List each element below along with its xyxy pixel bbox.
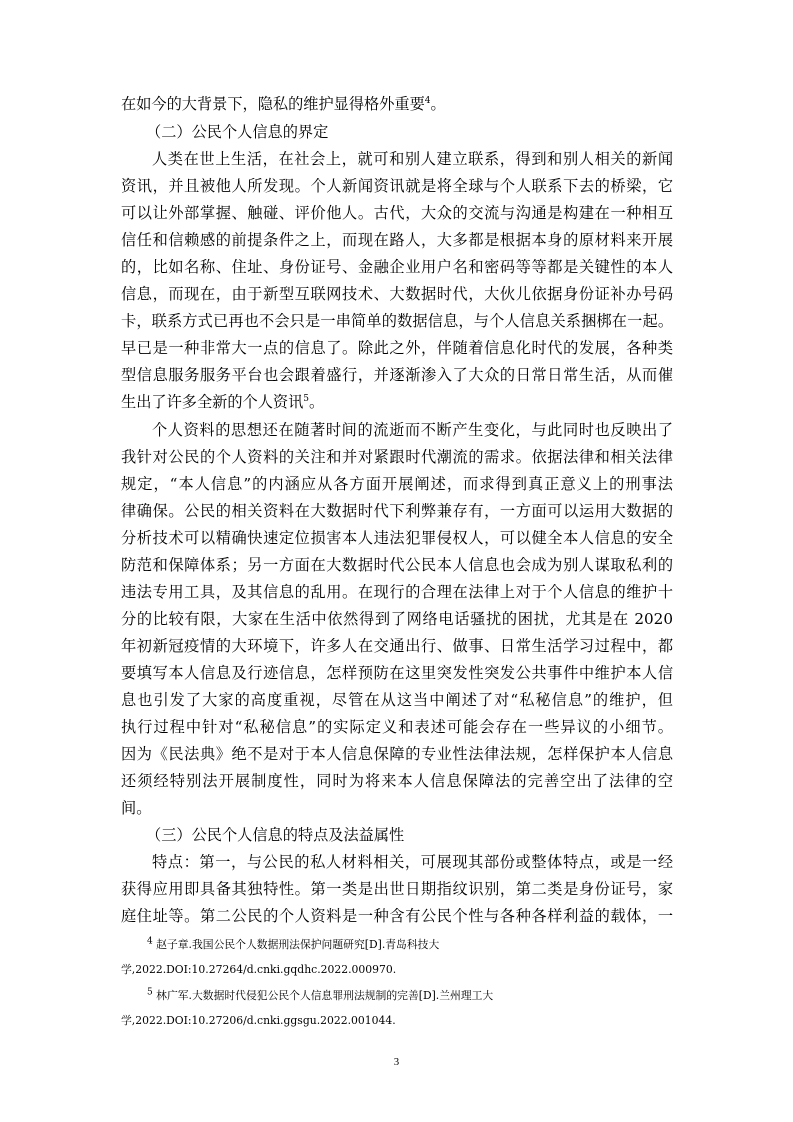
- para3-line: 庭住址等。第二公民的个人资料是一种含有公民个性与各种各样利益的载体，一: [121, 907, 673, 925]
- para2-line: 执行过程中针对“私秘信息”的实际定义和表述可能会存在一些异议的小细节。: [121, 718, 673, 736]
- para1-line: 的，比如名称、住址、身份证号、金融企业用户名和密码等等都是关键性的本人: [121, 258, 673, 276]
- para2-line: 息也引发了大家的高度重视，尽管在从这当中阐述了对“私秘信息”的维护，但: [121, 691, 673, 709]
- footnote-4-line1: $^4$ 赵子章.我国公民个人数据刑法保护问题研究[D].青岛科技大: [147, 936, 440, 951]
- footnote-ref-5[interactable]: 5: [303, 393, 309, 404]
- para1-last-line: 生出了许多全新的个人资讯$^5$。: [121, 393, 325, 411]
- para2-line: 我针对公民的个人资料的关注和并对紧跟时代潮流的需求。依据法律和相关法律: [121, 448, 673, 466]
- para1-line: 信息，而现在，由于新型互联网技术、大数据时代，大伙儿依据身份证补办号码: [121, 285, 673, 303]
- para1-line: 可以让外部掌握、触碰、评价他人。古代，大众的交流与沟通是构建在一种相互: [121, 204, 673, 222]
- footnote-number: 5: [147, 987, 153, 998]
- para1-line: 人类在世上生活，在社会上，就可和别人建立联系，得到和别人相关的新闻: [152, 150, 673, 168]
- footnote-number: 4: [147, 936, 153, 947]
- para2-line: 违法专用工具，及其信息的乱用。在现行的合理在法律上对于个人信息的维护十: [121, 583, 673, 601]
- para2-line: 还须经特别法开展制度性，同时为将来本人信息保障法的完善空出了法律的空: [121, 772, 673, 790]
- para1-line: 信任和信赖感的前提条件之上，而现在路人，大多都是根据本身的原材料来开展: [121, 231, 673, 249]
- page-number: 3: [393, 1056, 400, 1068]
- para3-line: 特点：第一，与公民的私人材料相关，可展现其部份或整体特点，或是一经: [152, 853, 673, 871]
- para3-line: 获得应用即具备其独特性。第一类是出世日期指纹识别，第二类是身份证号，家: [121, 880, 673, 898]
- para1-line: 资讯，并且被他人所发现。个人新闻资讯就是将全球与个人联系下去的桥梁，它: [121, 177, 673, 195]
- intro-line: 在如今的大背景下，隐私的维护显得格外重要$^4$。: [121, 95, 446, 113]
- para2-line: 规定，“本人信息”的内涵应从各方面开展阐述，而求得到真正意义上的刑事法: [121, 475, 673, 493]
- para1-line: 卡，联系方式已再也不会只是一串简单的数据信息，与个人信息关系捆梆在一起。: [121, 312, 673, 330]
- para2-line: 分的比较有限，大家在生活中依然得到了网络电话骚扰的困扰，尤其是在 2020: [121, 610, 673, 628]
- para2-line: 要填写本人信息及行迹信息，怎样预防在这里突发性突发公共事件中维护本人信: [121, 664, 673, 682]
- footnote-4-line2: 学,2022.DOI:10.27264/d.cnki.gqdhc.2022.000970.: [121, 963, 397, 976]
- para2-line: 间。: [121, 799, 152, 817]
- section-heading-2: （二）公民个人信息的界定: [146, 123, 329, 141]
- para2-line: 律确保。公民的相关资料在大数据时代下利弊兼存有，一方面可以运用大数据的: [121, 502, 673, 520]
- footnote-ref-4[interactable]: 4: [424, 95, 431, 106]
- para2-line: 年初新冠疫情的大环境下，许多人在交通出行、做事、日常生活学习过程中，都: [121, 637, 673, 655]
- section-heading-3: （三）公民个人信息的特点及法益属性: [146, 826, 405, 844]
- para1-line: 早已是一种非常大一点的信息了。除此之外，伴随着信息化时代的发展，各种类: [121, 339, 673, 357]
- para1-line: 型信息服务服务平台也会跟着盛行，并逐渐渗入了大众的日常日常生活，从而催: [121, 366, 673, 384]
- footnote-5-line2: 学,2022.DOI:10.27206/d.cnki.ggsgu.2022.001044.: [121, 1014, 396, 1027]
- footnote-5-line1: $^5$ 林广军.大数据时代侵犯公民个人信息罪刑法规制的完善[D].兰州理工大: [147, 987, 494, 1002]
- para2-line: 因为《民法典》绝不是对于本人信息保障的专业性法律法规，怎样保护本人信息: [121, 745, 673, 763]
- para2-line: 个人资料的思想还在随著时间的流逝而不断产生变化，与此同时也反映出了: [152, 421, 673, 439]
- para2-line: 分析技术可以精确快速定位损害本人违法犯罪侵权人，可以健全本人信息的安全: [121, 529, 673, 547]
- para2-line: 防范和保障体系；另一方面在大数据时代公民本人信息也会成为别人谋取私利的: [121, 556, 673, 574]
